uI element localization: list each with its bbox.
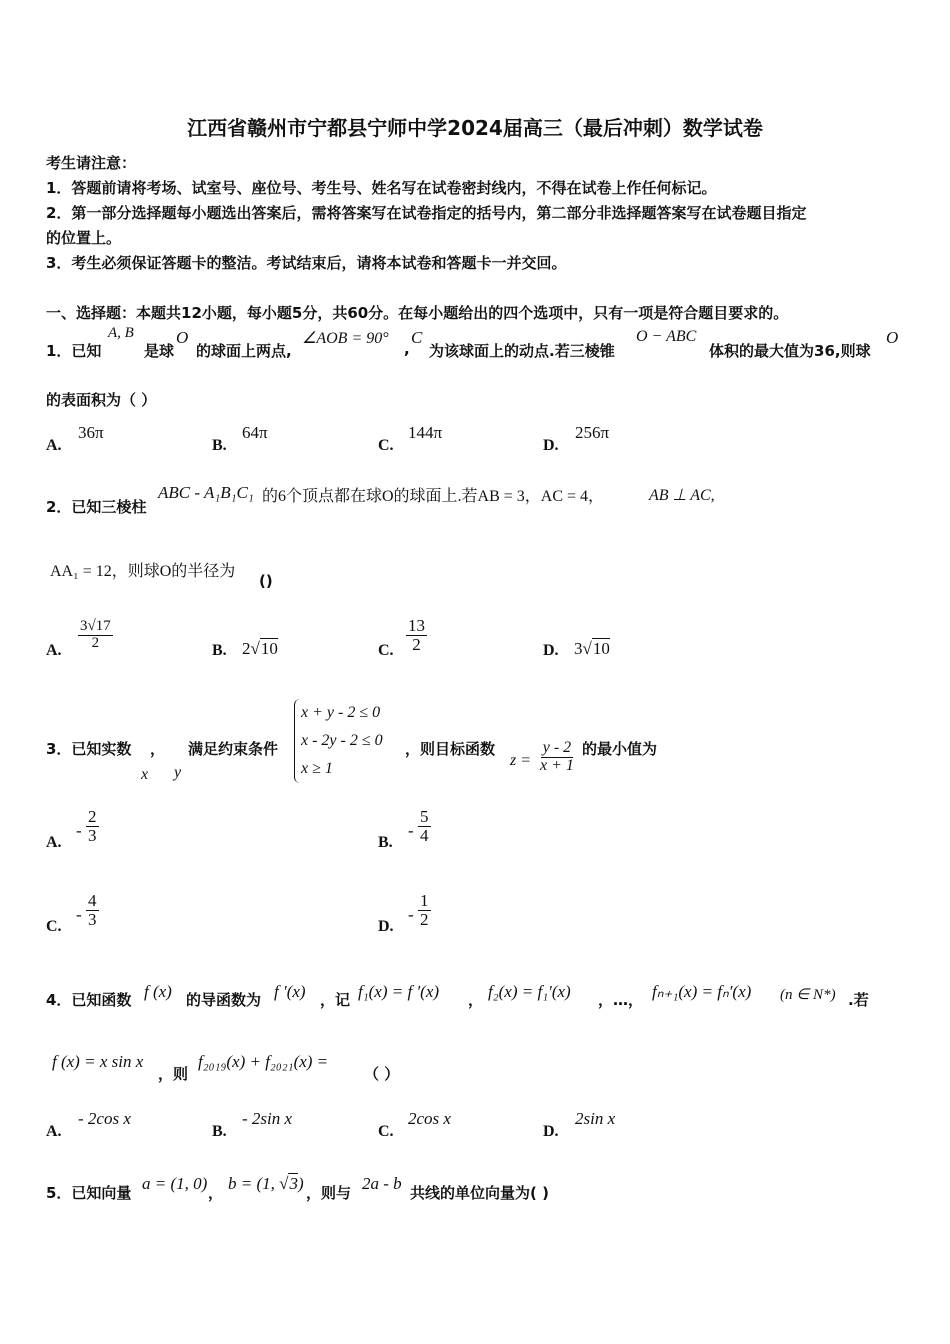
q1-option-a-label: A. [46, 437, 62, 454]
q2-option-d-value [574, 639, 610, 659]
q5-math-a: a = (1, 0) [142, 1174, 208, 1193]
q3-text-1: 3．已知实数 [46, 740, 132, 758]
q2-math-condition: 的6个顶点都在球O的球面上.若AB = 3，AC = 4， [262, 488, 605, 505]
q3-option-c-value [86, 892, 99, 929]
q3-var-y: y [174, 764, 182, 781]
q2-option-c-num: 13 [408, 616, 425, 635]
q3-option-c-den: 3 [88, 909, 97, 929]
q1-option-a-value: 36π [78, 423, 104, 442]
q3-objective [538, 740, 576, 775]
q2-option-b-value [242, 639, 278, 659]
q5-text-3: ，则与 [306, 1184, 352, 1202]
q1-text-5: 为该球面上的动点.若三棱锥 [429, 342, 615, 360]
q2-option-d-rad: 10 [592, 639, 610, 658]
q1-text-1: 1．已知 [46, 342, 102, 360]
q2-option-a-label: A. [46, 642, 62, 659]
section-heading: 一、选择题：本题共12小题，每小题5分，共60分。在每小题给出的四个选项中，只有一项是符合题目要求的。 [46, 304, 789, 322]
q2-option-d-coef: 3 [574, 639, 583, 658]
q1-text-6: 体积的最大值为36,则球 [709, 342, 871, 360]
q3-option-b-label: B. [378, 834, 393, 851]
q3-objective-num: y - 2 [542, 739, 572, 756]
q1-option-c-value: 144π [408, 423, 443, 442]
q1-option-b-label: B. [212, 437, 227, 454]
q3-option-a-value [86, 808, 99, 845]
q2-option-d-label: D. [543, 642, 559, 659]
q1-math-ab: A, B [108, 325, 134, 341]
q1-option-c-label: C. [378, 437, 394, 454]
radical-icon: √ [250, 639, 260, 658]
q1-math-c: C [411, 328, 423, 347]
q2-math-perp: AB ⊥ AC, [649, 487, 715, 504]
q5-text-2: ， [208, 1184, 224, 1202]
page-title: 江西省赣州市宁都县宁师中学2024届高三（最后冲刺）数学试卷 [187, 116, 763, 140]
q4-option-d-label: D. [543, 1123, 559, 1140]
q3-option-b-value [418, 808, 431, 845]
q3-option-b-den: 4 [420, 825, 429, 845]
q1-option-d-value: 256π [575, 423, 610, 442]
q3-option-a-sign: - [76, 821, 82, 840]
q5-math-b [228, 1174, 304, 1194]
q5-math-b-rad: 3 [289, 1174, 298, 1193]
q2-text-1: 2．已知三棱柱 [46, 498, 147, 516]
q5-math-b-end: ) [297, 1174, 304, 1193]
q4-math-fprime: f ′(x) [274, 982, 306, 1001]
q3-text-3: 满足约束条件 [188, 740, 279, 758]
q1-option-d-label: D. [543, 437, 559, 454]
notice-item-3: 3．考生必须保证答题卡的整洁。考试结束后，请将本试卷和答题卡一并交回。 [46, 254, 567, 272]
q2-option-b-rad: 10 [260, 639, 278, 658]
q3-option-c-label: C. [46, 918, 62, 935]
q5-text-4: 共线的单位向量为( ) [410, 1184, 549, 1202]
q4-math-f2: f₂(x) = f₁′(x) [488, 982, 571, 1001]
q4-math-domain: (n ∈ N*) [780, 987, 836, 1003]
q2-math-aa1: AA₁ = 12，则球O的半径为 [50, 563, 236, 580]
notice-item-1: 1．答题前请将考场、试室号、座位号、考生号、姓名写在试卷密封线内，不得在试卷上作任何标记。 [46, 179, 717, 197]
q3-option-d-value [418, 892, 431, 929]
q3-var-x: x [141, 766, 149, 783]
q3-option-a-den: 3 [88, 825, 97, 845]
q2-text-2: () [259, 572, 273, 590]
q3-constraints [294, 699, 383, 783]
notice-heading: 考生请注意： [46, 154, 137, 172]
q1-math-o: O [176, 328, 189, 347]
q1-math-oabc: O − ABC [636, 328, 697, 345]
q3-text-4: ，则目标函数 [405, 740, 496, 758]
q3-option-b-num: 5 [420, 807, 429, 826]
q4-math-fx: f (x) = x sin x [52, 1052, 144, 1071]
q4-text-1: 4．已知函数 [46, 991, 132, 1009]
q2-option-c-value [406, 617, 427, 654]
q3-constraint-1: x + y - 2 ≤ 0 [301, 704, 381, 721]
q4-math-f: f (x) [144, 982, 172, 1001]
q1-text-2: 是球 [144, 342, 175, 360]
q1-math-angle: ∠AOB = 90° [302, 330, 389, 347]
q4-text-8: （ ） [364, 1065, 400, 1083]
q4-math-sum: f₂₀₁₉(x) + f₂₀₂₁(x) = [198, 1052, 329, 1071]
q2-option-c-label: C. [378, 642, 394, 659]
q3-constraint-2: x - 2y - 2 ≤ 0 [301, 732, 383, 749]
q4-text-5: ，…， [598, 991, 644, 1009]
q3-option-a-label: A. [46, 834, 62, 851]
q4-option-b-value: - 2sin x [242, 1109, 293, 1128]
q3-text-2: ， [150, 740, 166, 758]
q3-option-d-label: D. [378, 918, 394, 935]
q4-option-d-value: 2sin x [575, 1109, 616, 1128]
q2-option-b-coef: 2 [242, 639, 251, 658]
q2-option-c-den: 2 [412, 634, 421, 654]
q4-text-7: ，则 [158, 1065, 189, 1083]
q5-text-1: 5．已知向量 [46, 1184, 132, 1202]
q3-constraint-3: x ≥ 1 [301, 760, 333, 777]
radical-icon: √ [582, 639, 592, 658]
q2-option-a-den: 2 [91, 634, 100, 651]
q3-text-5: 的最小值为 [582, 740, 658, 758]
q3-option-c-num: 4 [88, 891, 97, 910]
q3-option-d-num: 1 [420, 891, 429, 910]
q1-text-3: 的球面上两点, [196, 342, 292, 360]
q2-option-a-num: 3√17 [80, 618, 111, 634]
q1-math-o2: O [886, 328, 899, 347]
q4-option-c-label: C. [378, 1123, 394, 1140]
radical-icon: √ [279, 1174, 289, 1193]
q1-text-7: 的表面积为（ ） [46, 391, 157, 409]
q3-option-c-sign: - [76, 905, 82, 924]
q2-math-prism: ABC - A₁B₁C₁ [158, 483, 254, 502]
q3-option-b-sign: - [408, 821, 414, 840]
notice-item-2: 2．第一部分选择题每小题选出答案后，需将答案写在试卷指定的括号内，第二部分非选择题答案写在试卷题目指定 [46, 204, 807, 222]
q4-text-2: 的导函数为 [186, 991, 262, 1009]
q1-text-4: , [404, 340, 410, 358]
q2-option-b-label: B. [212, 642, 227, 659]
q3-option-a-num: 2 [88, 807, 97, 826]
q4-option-a-value: - 2cos x [78, 1109, 131, 1128]
q3-option-d-den: 2 [420, 909, 429, 929]
q4-option-a-label: A. [46, 1123, 62, 1140]
q4-text-6: .若 [848, 991, 869, 1009]
q1-option-b-value: 64π [242, 423, 268, 442]
notice-item-2-cont: 的位置上。 [46, 229, 122, 247]
q5-math-b-start: b = (1, [228, 1174, 280, 1193]
q3-objective-den: x + 1 [540, 756, 574, 774]
q4-math-fn: fₙ₊₁(x) = fₙ′(x) [652, 982, 752, 1001]
q4-math-f1: f₁(x) = f ′(x) [358, 982, 440, 1001]
q4-option-b-label: B. [212, 1123, 227, 1140]
q4-text-4: ， [468, 991, 484, 1009]
q3-option-d-sign: - [408, 905, 414, 924]
q5-math-2ab: 2a - b [362, 1174, 402, 1193]
q4-text-3: ，记 [320, 991, 351, 1009]
q2-option-a-value [78, 619, 113, 652]
q4-option-c-value: 2cos x [408, 1109, 451, 1128]
q3-z-lhs: z = [510, 752, 532, 769]
